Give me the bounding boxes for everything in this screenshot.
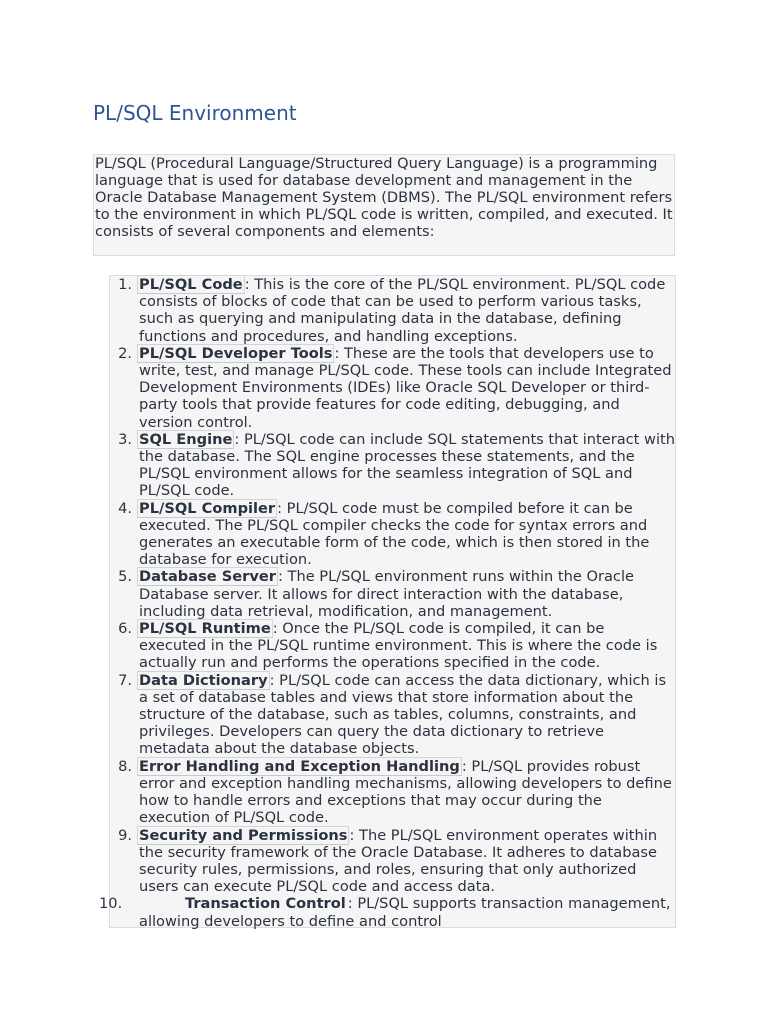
list-item-number: 4. bbox=[118, 499, 132, 517]
list-item bbox=[99, 895, 675, 930]
list-item-term: SQL Engine bbox=[139, 430, 233, 448]
list-item-number: 9. bbox=[118, 826, 132, 844]
list-item-text: : PL/SQL provides robust error and exception handling mechanisms, allowing developers to define how to handle errors and exceptions that may occur during the execution of PL/SQL code. bbox=[139, 757, 672, 827]
list-item-text: : The PL/SQL environment runs within the Oracle Database server. It allows for direct interaction with the database, including data retrieval, modification, and management. bbox=[139, 568, 634, 620]
list-item-number: 8. bbox=[118, 757, 132, 775]
list-item-text: : PL/SQL code must be compiled before it can be executed. The PL/SQL compiler checks the code for syntax errors and generates an executable form of the code, which is then stored in the database for execution. bbox=[139, 499, 650, 569]
list-item-number: 6. bbox=[118, 620, 132, 638]
list-item-text: : The PL/SQL environment operates within the security framework of the Oracle Database. It adheres to database security rules, permissions, and roles, ensuring that only authorized users can execute PL/SQL code and access data. bbox=[139, 826, 658, 896]
list-item-number: 5. bbox=[118, 568, 132, 586]
list-item bbox=[110, 827, 675, 896]
list-item bbox=[110, 620, 675, 672]
list-item-number: 7. bbox=[118, 671, 132, 689]
list-item-term: Database Server bbox=[139, 568, 276, 586]
list-item-term: Data Dictionary bbox=[139, 671, 268, 689]
list-item-text: : These are the tools that developers use to write, test, and manage PL/SQL code. These tools can include Integrated Development Environments (IDEs) like Oracle SQL Developer or third-party tools that provide features for code editing, debugging, and version control. bbox=[139, 344, 672, 431]
list-item-text: : Once the PL/SQL code is compiled, it can be executed in the PL/SQL runtime environment. This is where the code is actually run and performs the operations specified in the code. bbox=[139, 620, 658, 672]
list-item bbox=[110, 431, 675, 500]
list-item-number: 2. bbox=[118, 344, 132, 362]
components-list-box bbox=[99, 275, 676, 930]
list-item-term: PL/SQL Developer Tools bbox=[139, 344, 333, 362]
list-item bbox=[110, 345, 675, 431]
components-list bbox=[99, 276, 675, 930]
list-item-number: 10. bbox=[99, 895, 123, 913]
list-item-text: : PL/SQL code can include SQL statements that interact with the database. The SQL engine processes these statements, and the PL/SQL environment allows for the seamless integration of SQL and PL/SQL code. bbox=[139, 430, 675, 500]
list-item-text: : PL/SQL supports transaction management, allowing developers to define and control bbox=[139, 895, 671, 930]
list-item-number: 1. bbox=[118, 276, 132, 293]
list-item-text: : This is the core of the PL/SQL environment. PL/SQL code consists of blocks of code that can be used to perform various tasks, such as querying and manipulating data in the database, defining functions and procedures, and handling exceptions. bbox=[139, 276, 666, 345]
intro-paragraph: PL/SQL (Procedural Language/Structured Query Language) is a programming language that is used for database development and management in the Oracle Database Management System (DBMS). The PL/SQL environment refers to the environment in which PL/SQL code is written, compiled, and executed. It consists of several components and elements: bbox=[93, 154, 675, 256]
list-item-term: PL/SQL Code bbox=[139, 276, 243, 293]
list-item bbox=[110, 500, 675, 569]
list-item-term: Security and Permissions bbox=[139, 826, 348, 844]
list-item bbox=[110, 276, 675, 345]
list-item bbox=[110, 568, 675, 620]
list-item-text: : PL/SQL code can access the data dictionary, which is a set of database tables and views that store information about the structure of the database, such as tables, columns, constraints, and privileges. Developers can query the data dictionary to retrieve metadata about the database objects. bbox=[139, 671, 667, 758]
list-item-number: 3. bbox=[118, 430, 132, 448]
list-item-term: PL/SQL Runtime bbox=[139, 620, 271, 638]
list-item bbox=[110, 758, 675, 827]
page-title: PL/SQL Environment bbox=[93, 101, 297, 125]
list-item-term: Error Handling and Exception Handling bbox=[139, 757, 460, 775]
list-item bbox=[110, 672, 675, 758]
list-item-term: Transaction Control bbox=[185, 895, 346, 913]
list-item-term: PL/SQL Compiler bbox=[139, 499, 276, 517]
